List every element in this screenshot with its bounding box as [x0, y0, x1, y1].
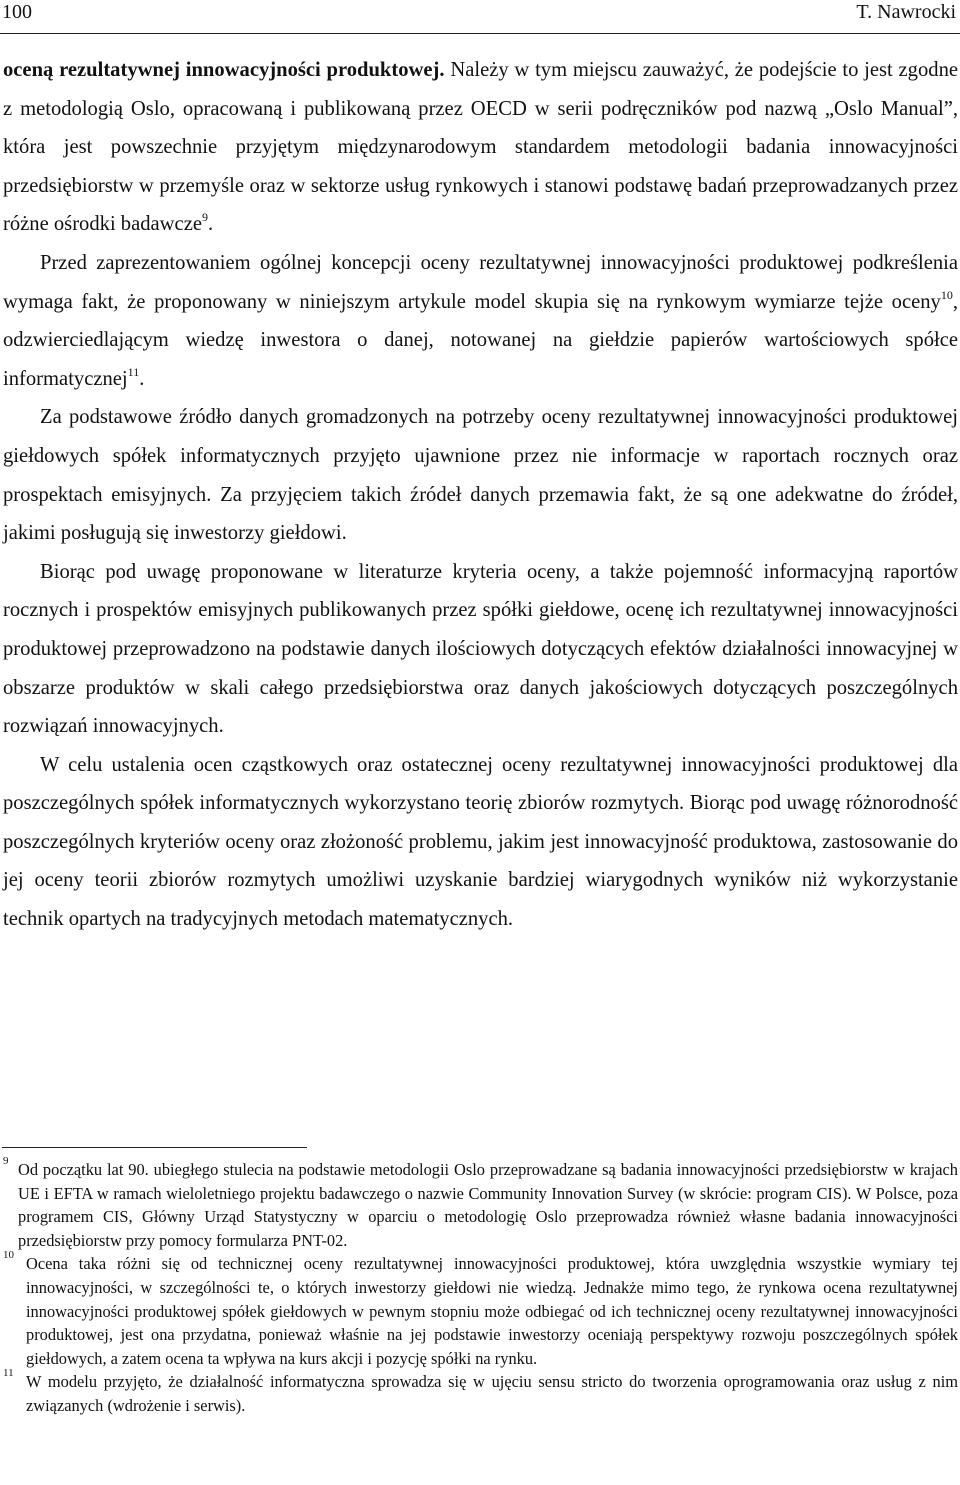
- paragraph-1: [3, 51, 958, 244]
- running-header: [2, 0, 956, 28]
- paragraph-1-text: Należy w tym miejscu zauważyć, że podejście to jest zgodne z metodologią Oslo, opracowaną i publikowaną przez OECD w serii podręczników pod nazwą „Oslo Manual”, która jest powszechnie przyjętym międzynarodowym standardem metodologii badania innowacyjności przedsiębiorstw w przemyśle oraz w sektorze usług rynkowych i stanowi podstawę badań przeprowadzanych przez różne ośrodki badawcze: [3, 59, 959, 236]
- body-text: [3, 51, 958, 939]
- paragraph-1-end: .: [207, 213, 214, 236]
- footnotes: [3, 1155, 958, 1418]
- paragraph-2-end: .: [139, 367, 145, 390]
- paragraph-2-text-b: , odzwierciedlającym wiedzę inwestora o danej, notowanej na giełdzie papierów wartościowych spółce informatycznej: [3, 290, 958, 390]
- footnote-text: W modelu przyjęto, że działalność informatyczna sprowadza się w ujęciu sensu stricto do tworzenia oprogramowania oraz usług z nim związanych (wdrożenie i serwis).: [26, 1372, 958, 1415]
- footnote-11: [3, 1367, 958, 1417]
- footnote-ref-11[interactable]: 11: [127, 364, 140, 379]
- paragraph-2-text-a: Przed zaprezentowaniem ogólnej koncepcji oceny rezultatywnej innowacyjności produktowej podkreślenia wymaga fakt, że proponowany w niniejszym artykule model skupia się na rynkowym wymiarze tejże oceny: [3, 251, 958, 313]
- footnote-number: 10: [3, 1249, 14, 1262]
- page-number: 100: [2, 1, 32, 23]
- footnote-separator: [2, 1147, 307, 1148]
- header-rule: [0, 33, 960, 34]
- bold-lead-text: oceną rezultatywnej innowacyjności produktowej.: [3, 59, 445, 81]
- paragraph-2: [3, 244, 958, 398]
- paragraph-5: W celu ustalenia ocen cząstkowych oraz ostatecznej oceny rezultatywnej innowacyjności produktowej dla poszczególnych spółek informatycznych wykorzystano teorię zbiorów rozmytych. Biorąc pod uwagę różnorodność poszczególnych kryteriów oceny oraz złożoność problemu, jakim jest innowacyjność produktowa, zastosowanie do jej oceny teorii zbiorów rozmytych umożliwi uzyskanie bardziej wiarygodnych wyników niż wykorzystanie technik opartych na tradycyjnych metodach matematycznych.: [3, 753, 958, 931]
- footnote-text: Ocena taka różni się od technicznej oceny rezultatywnej innowacyjności produktowej, która uwzględnia wszystkie wymiary tej innowacyjności, w szczególności te, o których inwestorzy giełdowi nie wiedzą. Jednakże mimo tego, że rynkowa ocena rezultatywnej innowacyjności produktowej spółek giełdowych w pewnym stopniu może odbiegać od ich technicznej oceny rezultatywnej innowacyjności produktowej, jest ona przydatna, ponieważ właśnie na jej podstawie inwestorzy oceniają perspektywy rozwoju poszczególnych spółek giełdowych, a zatem ocena ta wpływa na kurs akcji i pozycję spółki na rynku.: [26, 1254, 958, 1368]
- footnote-ref-9[interactable]: 9: [201, 210, 208, 225]
- footnote-number: 9: [3, 1155, 9, 1167]
- paragraph-4: Biorąc pod uwagę proponowane w literaturze kryteria oceny, a także pojemność informacyjną raportów rocznych i prospektów emisyjnych publikowanych przez spółki giełdowe, ocenę ich rezultatywnej innowacyjności produktowej przeprowadzono na podstawie danych ilościowych dotyczących efektów działalności innowacyjnej w obszarze produktów w skali całego przedsiębiorstwa oraz danych jakościowych dotyczących poszczególnych rozwiązań innowacyjnych.: [3, 560, 958, 738]
- footnote-number: 11: [3, 1367, 14, 1380]
- footnote-ref-10[interactable]: 10: [940, 287, 953, 302]
- footnote-text: Od początku lat 90. ubiegłego stulecia na podstawie metodologii Oslo przeprowadzane są badania innowacyjności przedsiębiorstw w krajach UE i EFTA w ramach wieloletniego projektu badawczego o nazwie Community Innovation Survey (w skrócie: program CIS). W Polsce, poza programem CIS, Główny Urząd Statystyczny w oparciu o metodologię Oslo przeprowadza również własne badania innowacyjności przedsiębiorstw przy pomocy formularza PNT-02.: [18, 1160, 958, 1250]
- footnote-10: [3, 1249, 958, 1370]
- paragraph-3: Za podstawowe źródło danych gromadzonych na potrzeby oceny rezultatywnej innowacyjności produktowej giełdowych spółek informatycznych przyjęto ujawnione przez nie informacje w raportach rocznych oraz prospektach emisyjnych. Za przyjęciem takich źródeł danych przemawia fakt, że są one adekwatne do źródeł, jakimi posługują się inwestorzy giełdowi.: [3, 406, 958, 545]
- running-author: T. Nawrocki: [856, 1, 956, 23]
- footnote-9: [3, 1155, 958, 1252]
